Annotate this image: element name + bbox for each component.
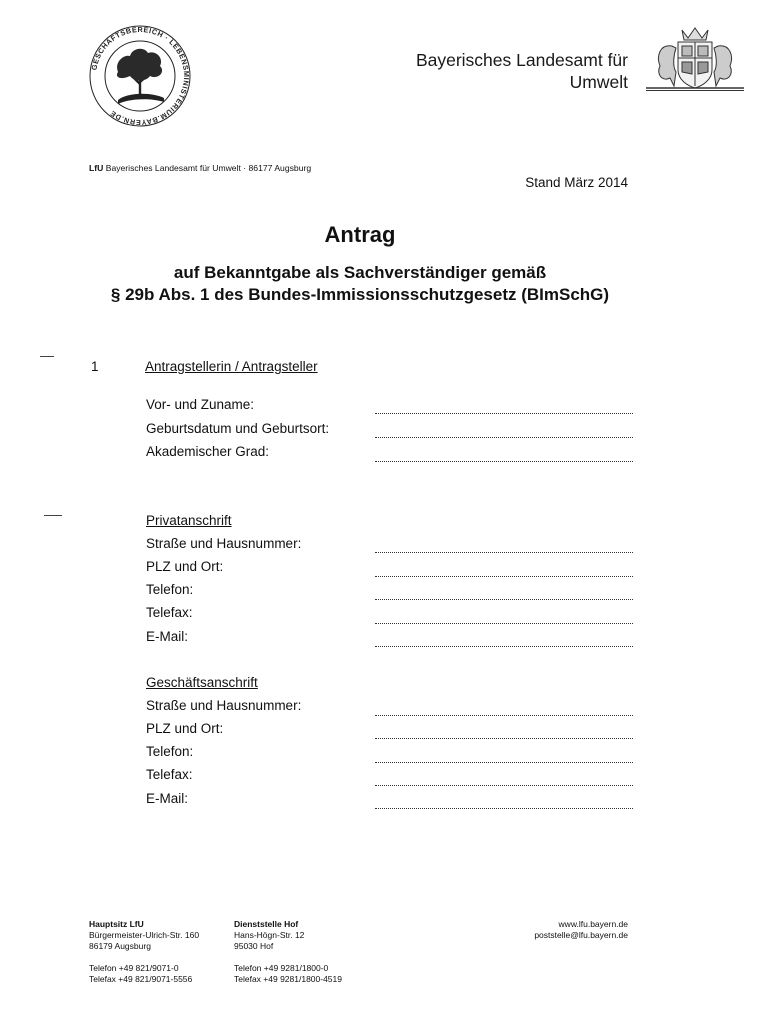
private-label-street: Straße und Hausnummer: <box>146 536 302 551</box>
hof-street: Hans-Högn-Str. 12 <box>234 930 305 940</box>
private-street-line[interactable] <box>375 552 633 553</box>
subtitle-line2: § 29b Abs. 1 des Bundes-Immissionsschutzgesetz (BImSchG) <box>110 285 610 304</box>
field-label-degree: Akademischer Grad: <box>146 444 270 459</box>
private-city-line[interactable] <box>375 576 633 577</box>
agency-name <box>416 49 628 93</box>
field-label-birth: Geburtsdatum und Geburtsort: <box>146 421 330 436</box>
business-label-fax: Telefax: <box>146 767 193 782</box>
hof-phone: Telefon +49 9281/1800-0 <box>234 963 329 973</box>
punch-mark <box>44 515 62 516</box>
document-title: Antrag <box>324 222 396 247</box>
section-number: 1 <box>91 359 99 374</box>
business-email-line[interactable] <box>375 808 633 809</box>
field-degree-line[interactable] <box>375 461 633 462</box>
sender-address: Bayerisches Landesamt für Umwelt · 86177 Augsburg <box>103 163 312 173</box>
footer-branch-hof <box>234 919 342 985</box>
fold-mark <box>40 356 54 357</box>
business-street-line[interactable] <box>375 715 633 716</box>
svg-text:GESCHÄFTSBEREICH · LEBENSMINIS: GESCHÄFTSBEREICH · LEBENSMINISTERIUM.BAYERN.DE <box>89 24 192 128</box>
private-label-city: PLZ und Ort: <box>146 559 224 574</box>
footer-contact <box>534 919 628 941</box>
private-label-email: E-Mail: <box>146 629 189 644</box>
footer-headquarters <box>89 919 199 985</box>
business-fax-line[interactable] <box>375 785 633 786</box>
subtitle-line1: auf Bekanntgabe als Sachverständiger gemäß <box>173 263 547 282</box>
ministry-seal-logo <box>84 20 196 132</box>
hof-city: 95030 Hof <box>234 941 274 951</box>
document-date: Stand März 2014 <box>525 175 628 190</box>
section-title: Antragstellerin / Antragsteller <box>145 359 318 374</box>
private-phone-line[interactable] <box>375 599 633 600</box>
coat-of-arms-logo <box>642 26 748 92</box>
sender-abbr: LfU <box>89 163 104 173</box>
field-label-name: Vor- und Zuname: <box>146 397 255 412</box>
business-phone-line[interactable] <box>375 762 633 763</box>
website-link[interactable]: www.lfu.bayern.de <box>558 919 628 929</box>
private-label-phone: Telefon: <box>146 582 194 597</box>
email-link[interactable]: poststelle@lfu.bayern.de <box>534 930 628 940</box>
hq-fax: Telefax +49 821/9071-5556 <box>89 974 193 984</box>
business-address-title: Geschäftsanschrift <box>146 675 258 690</box>
hq-street: Bürgermeister-Ulrich-Str. 160 <box>89 930 200 940</box>
field-birth-line[interactable] <box>375 437 633 438</box>
private-address-title: Privatanschrift <box>146 513 232 528</box>
sender-line <box>89 163 311 173</box>
agency-name-line1: Bayerisches Landesamt für <box>415 50 628 70</box>
business-label-street: Straße und Hausnummer: <box>146 698 302 713</box>
private-fax-line[interactable] <box>375 623 633 624</box>
hq-phone: Telefon +49 821/9071-0 <box>89 963 179 973</box>
hof-fax: Telefax +49 9281/1800-4519 <box>234 974 342 984</box>
hq-title: Hauptsitz LfU <box>89 919 144 929</box>
private-label-fax: Telefax: <box>146 605 193 620</box>
field-name-line[interactable] <box>375 413 633 414</box>
private-email-line[interactable] <box>375 646 633 647</box>
hof-title: Dienststelle Hof <box>234 919 299 929</box>
business-label-email: E-Mail: <box>146 791 189 806</box>
business-label-phone: Telefon: <box>146 744 194 759</box>
hq-city: 86179 Augsburg <box>89 941 151 951</box>
agency-name-line2: Umwelt <box>569 72 628 92</box>
document-subtitle <box>0 262 720 306</box>
business-city-line[interactable] <box>375 738 633 739</box>
business-label-city: PLZ und Ort: <box>146 721 224 736</box>
